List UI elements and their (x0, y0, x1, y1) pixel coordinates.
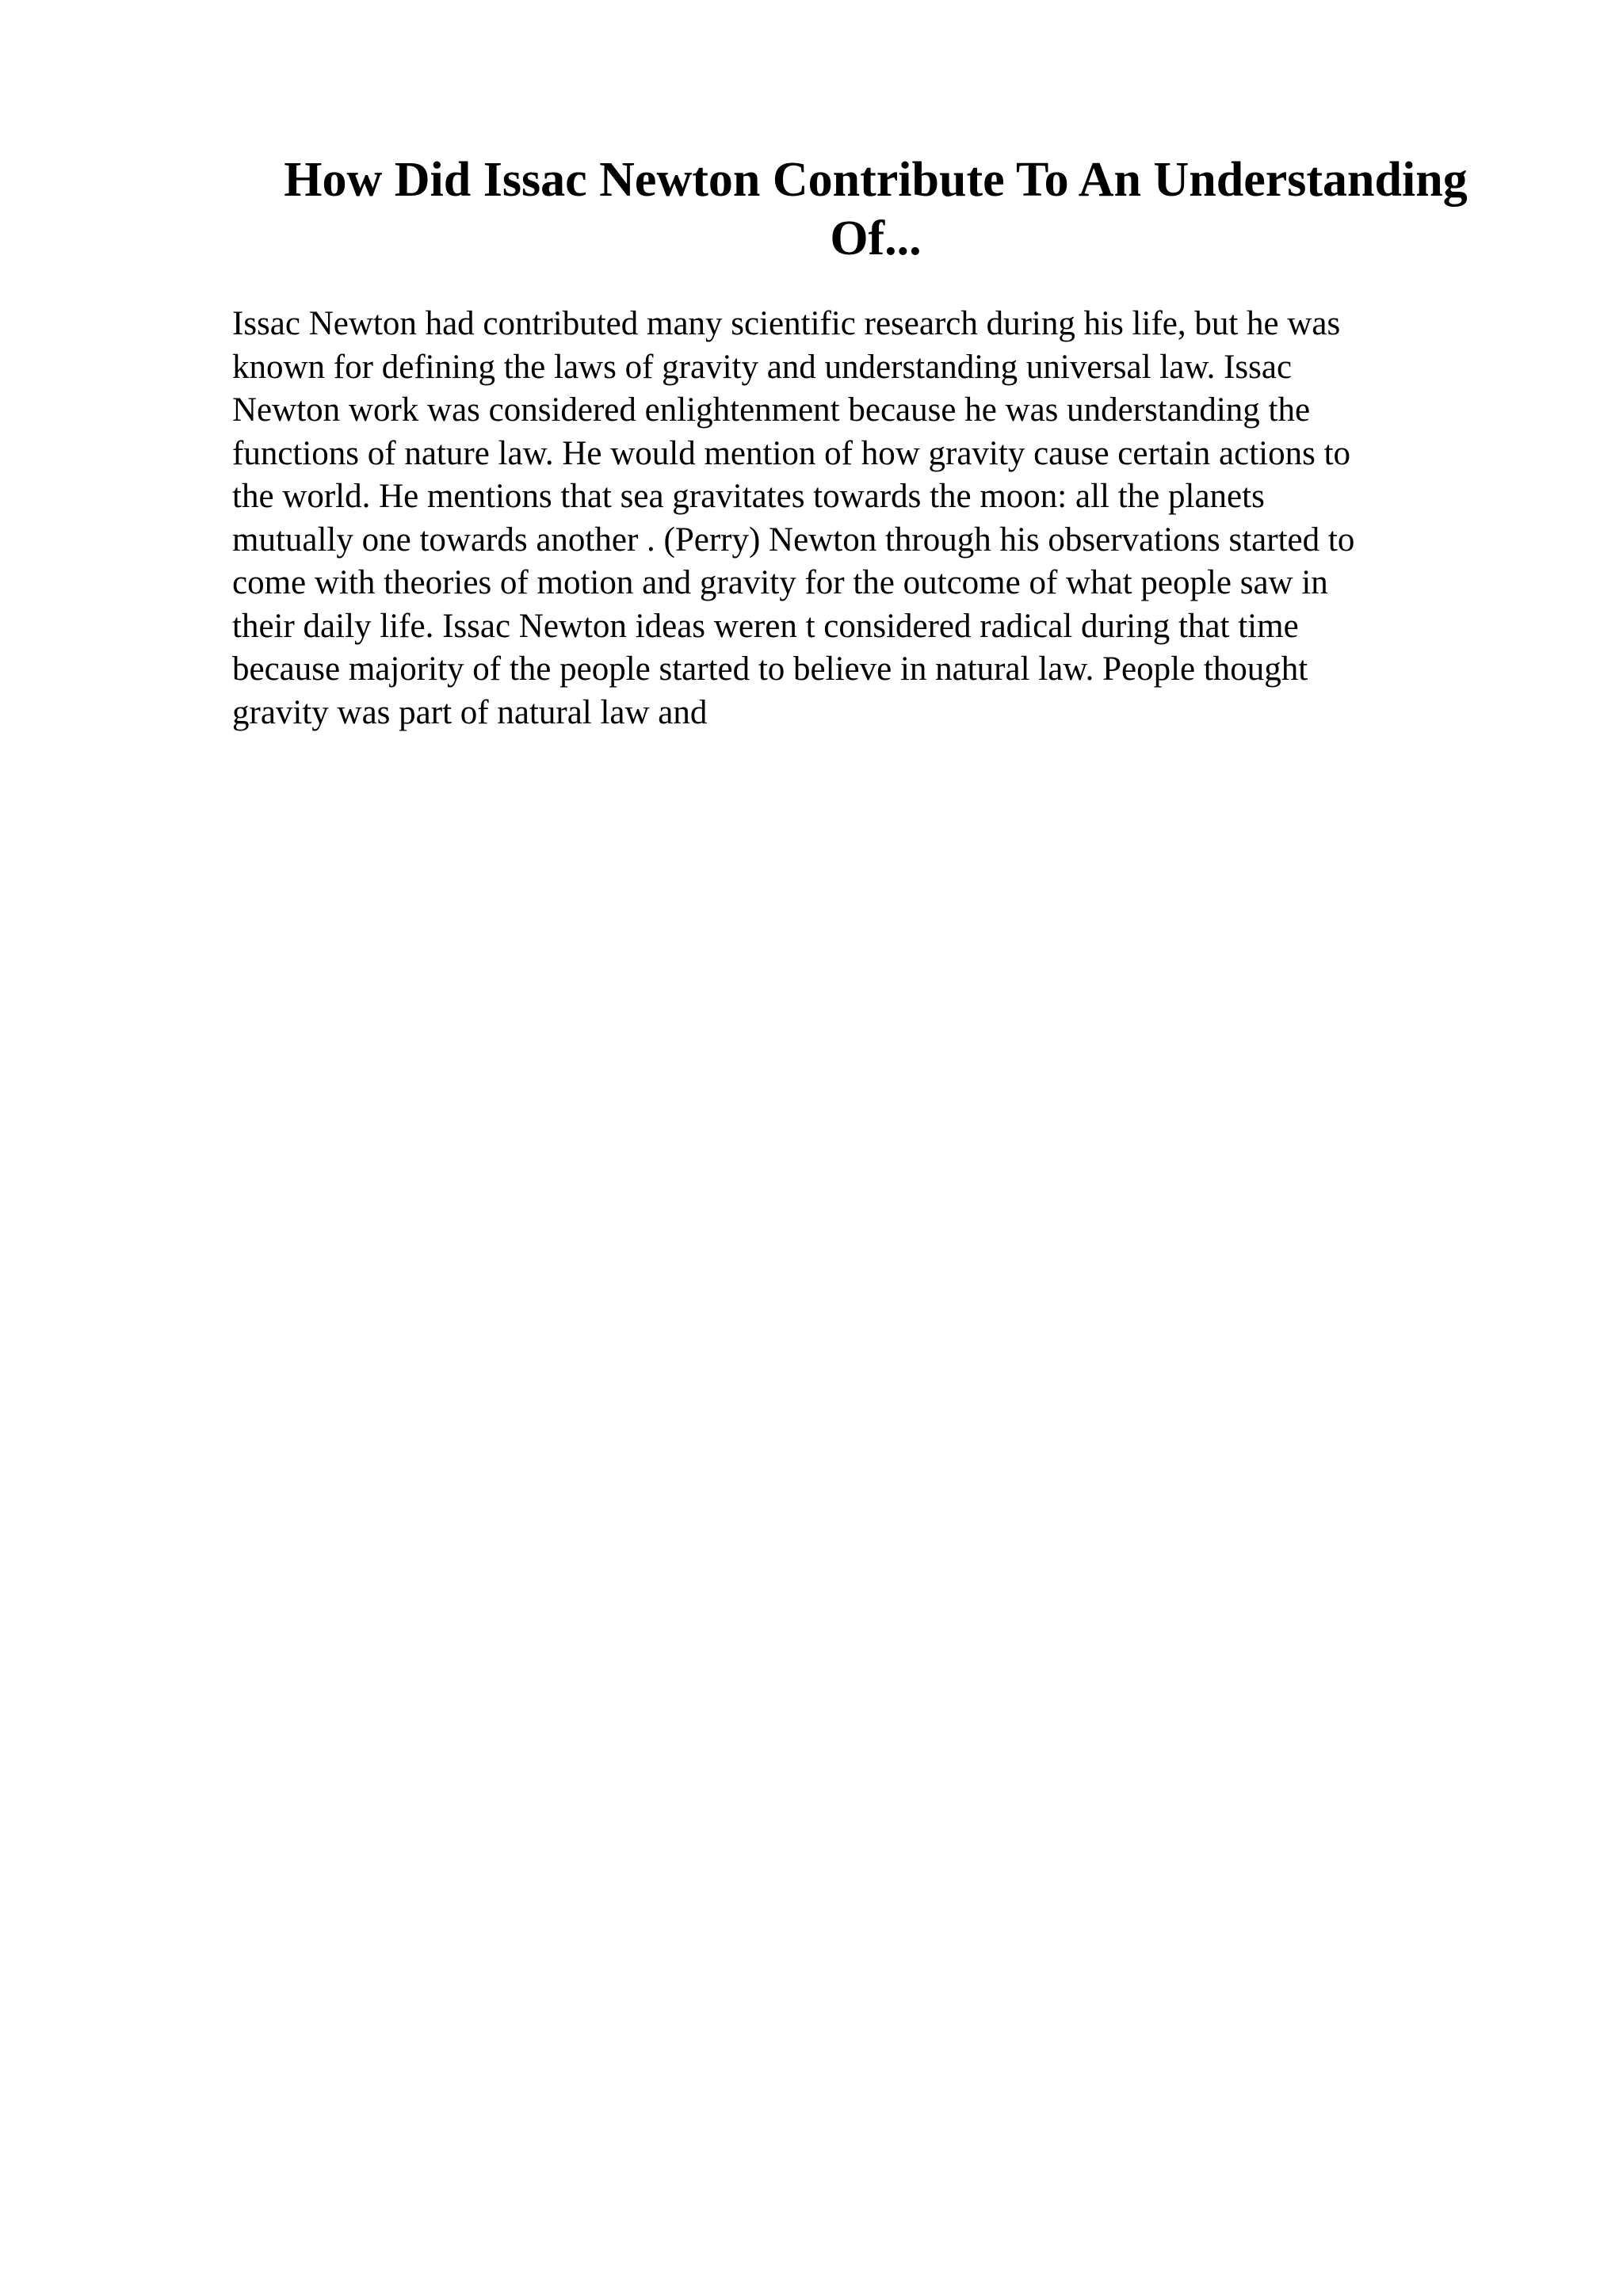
body-line: functions of nature law. He would mention of how gravity cause certain actions to (232, 434, 1351, 472)
body-line: mutually one towards another . (Perry) Newton through his observations started to (232, 521, 1355, 559)
body-line: their daily life. Issac Newton ideas weren t considered radical during that time (232, 607, 1299, 645)
document-title (230, 151, 1522, 268)
title-line: How Did Issac Newton Contribute To An Understanding (284, 153, 1468, 207)
body-line: Newton work was considered enlightenment because he was understanding the (232, 391, 1311, 429)
body-line: Issac Newton had contributed many scientific research during his life, but he was (232, 305, 1341, 342)
body-line: known for defining the laws of gravity and understanding universal law. Issac (232, 348, 1293, 386)
body-line: gravity was part of natural law and (232, 693, 708, 731)
document-body (232, 303, 1465, 734)
body-line: because majority of the people started to believe in natural law. People thought (232, 650, 1308, 688)
body-line: come with theories of motion and gravity for the outcome of what people saw in (232, 564, 1328, 601)
body-line: the world. He mentions that sea gravitates towards the moon: all the planets (232, 478, 1265, 515)
title-line: Of... (830, 212, 922, 265)
